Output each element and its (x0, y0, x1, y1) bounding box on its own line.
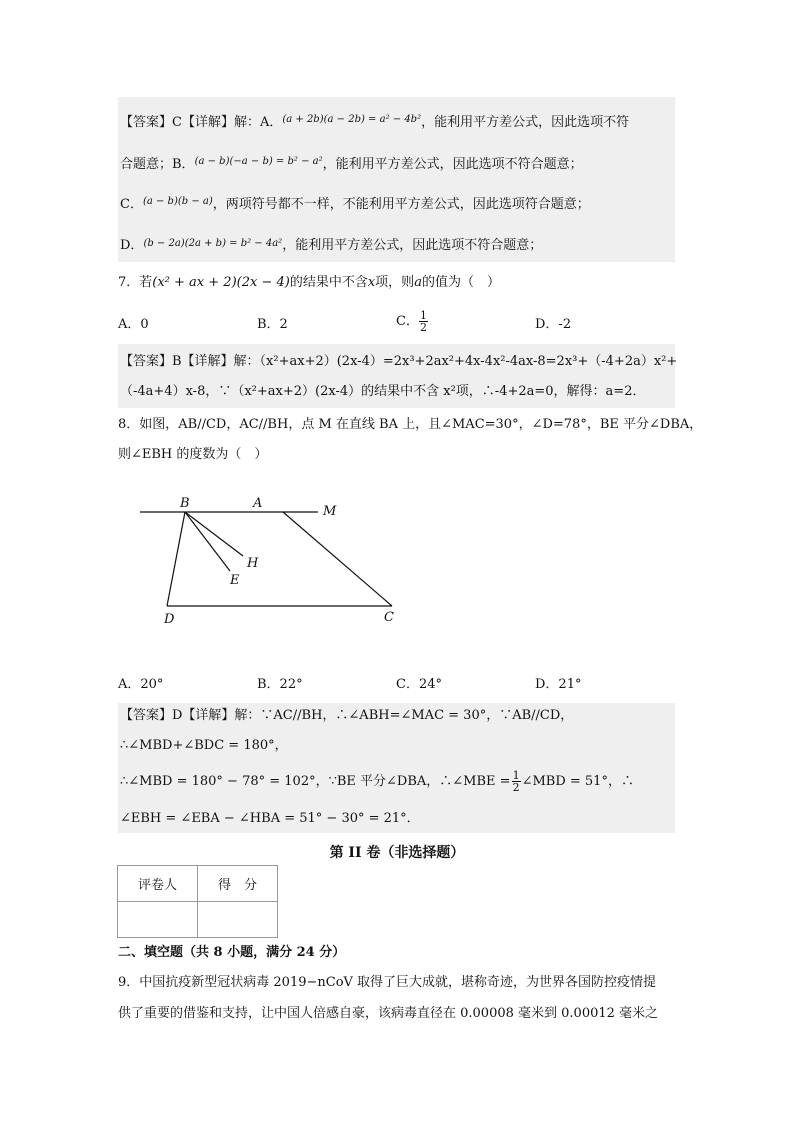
q6-expr-a: (a + 2b)(a − 2b) = a² − 4b² (282, 114, 422, 125)
q6-expr-d: (b − 2a)(2a + b) = b² − 4a² (143, 238, 283, 249)
section2-title: 第 II 卷（非选择题） (329, 845, 465, 861)
label-c: C (384, 610, 394, 625)
q9-stem-line1: 9．中国抗疫新型冠状病毒 2019−nCoV 取得了巨大成就，堪称奇迹，为世界各国防控疫情提 (118, 975, 657, 990)
q7-answer-block (118, 344, 678, 408)
q8-stem-line2: 则∠EBH 的度数为（ ） (118, 447, 268, 462)
label-a: A (253, 496, 263, 511)
label-b: B (180, 496, 190, 511)
q7-option-c[interactable]: C． $\frac{1}{2}$ (396, 309, 427, 334)
q7-answer-line1: 【答案】B【详解】解：（x²+ax+2）(2x-4）=2x³+2ax²+4x-4x²-4ax-8=2x³+（-4+2a）x²+ (120, 354, 678, 369)
q8-stem-line1: 8．如图，AB//CD，AC//BH，点 M 在直线 BA 上，且∠MAC=30°，∠D=78°，BE 平分∠DBA， (118, 417, 703, 432)
q8-option-b[interactable]: B．22° (257, 677, 303, 692)
q6-expr-b: (a − b)(−a − b) = b² − a² (194, 156, 323, 167)
q8-option-d[interactable]: D．21° (535, 677, 582, 692)
label-h: H (247, 556, 259, 571)
label-d: D (164, 612, 175, 627)
q8-answer-block (118, 703, 675, 833)
q7-option-b[interactable]: B．2 (257, 317, 288, 332)
q6-expr-c: (a − b)(b − a) (142, 196, 213, 207)
q7-expr: (x² + ax + 2)(2x − 4) (152, 275, 290, 290)
q8-answer-line2: ∴∠MBD+∠BDC = 180°， (120, 738, 288, 753)
q6-answer-line3: C．$^{(a - b)(b - a)}$，两项符号都不一样，不能利用平方差公式，因此选项符合题意； (120, 196, 590, 212)
q8-half-fraction: $\frac{1}{2}$ (512, 769, 520, 794)
q7-stem: 7．若(x² + ax + 2)(2x − 4)的结果中不含x项，则a的值为（ ） (118, 275, 500, 290)
q7-option-d[interactable]: D．-2 (535, 317, 572, 332)
score-table-cell-grader[interactable] (118, 902, 198, 938)
score-table-header-score: 得 分 (198, 866, 278, 902)
score-table (117, 865, 278, 938)
q8-answer-line4: ∠EBH = ∠EBA − ∠HBA = 51° − 30° = 21°． (120, 811, 420, 826)
q8-answer-line3: ∴∠MBD = 180° − 78° = 102°，∵BE 平分∠DBA，∴∠MBE = $\frac{1}{2}$ ∠MBD = 51°，∴ (120, 769, 634, 794)
score-table-cell-score[interactable] (198, 902, 278, 938)
label-m: M (323, 504, 337, 519)
q6-answer-block (118, 97, 675, 262)
segment-bd (167, 512, 185, 606)
section2-heading: 二、填空题（共 8 小题，满分 24 分） (118, 945, 346, 960)
label-e: E (230, 573, 240, 588)
q7-answer-line2: （-4a+4）x-8，∵（x²+ax+2）(2x-4）的结果中不含 x²项，∴-4+2a=0，解得：a=2． (120, 384, 646, 399)
q8-option-a[interactable]: A．20° (118, 677, 164, 692)
q6-answer-line4: D．$^{(b - 2a)(2a + b) = b^2 - 4a^2}$，能利用平方差公式，因此选项不符合题意； (120, 238, 543, 253)
segment-ac (283, 512, 392, 606)
q8-geometry-figure (130, 488, 410, 633)
q9-stem-line2: 供了重要的借鉴和支持，让中国人倍感自豪，该病毒直径在 0.00008 毫米到 0.00012 毫米之 (118, 1006, 659, 1021)
q7-option-c-fraction: $\frac{1}{2}$ (419, 309, 427, 334)
q6-answer-line2: 合题意；B．$^{(a - b)(-a - b) = b^2 - a^2}$，能利用平方差公式，因此选项不符合题意； (120, 156, 583, 172)
score-table-header-grader: 评卷人 (118, 866, 198, 902)
q8-option-c[interactable]: C．24° (396, 677, 442, 692)
q8-answer-line1: 【答案】D【详解】解：∵AC//BH，∴∠ABH=∠MAC = 30°，∵AB//CD， (120, 708, 574, 723)
q7-option-a[interactable]: A．0 (118, 317, 149, 332)
q6-answer-line1: 【答案】C【详解】解：A．$^{(a + 2b)(a - 2b) = a^2 - 4b^2}$，能利用平方差公式，因此选项不符 (120, 114, 630, 130)
